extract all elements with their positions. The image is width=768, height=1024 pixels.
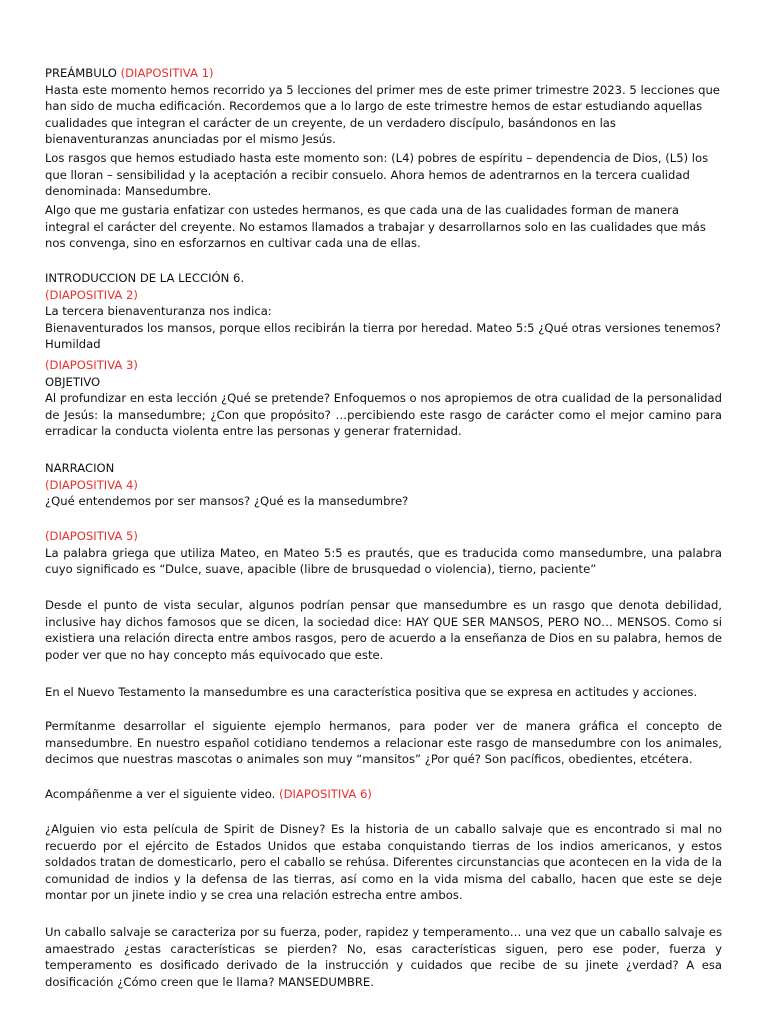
narracion-question: ¿Qué entendemos por ser mansos? ¿Qué es la mansedumbre?	[45, 494, 409, 509]
preambulo-heading: PREÁMBULO	[45, 66, 121, 80]
griega-section	[45, 528, 722, 578]
preambulo-paragraph: Hasta este momento hemos recorrido ya 5 lecciones del primer mes de este primer trimestre 2023. 5 lecciones que han sido de mucha edificación. Recordemos que a lo largo de este trimestre hemos de estar estudiando aquellas cualidades que integran el carácter de un creyente, de un verdadero discípulo, basándonos en las bienaventuranzas anunciadas por el mismo Jesús.	[45, 82, 720, 147]
slide-3-label: (DIAPOSITIVA 3)	[45, 358, 138, 372]
caballo-paragraph: Un caballo salvaje se caracteriza por su fuerza, poder, rapidez y temperamento… una vez que un caballo salvaje es amaestrado ¿estas características se pierden? No, esas características siguen, pero ese poder, fuerza y temperamento es dosificado derivado de la instrucción y cuidados que recibe de su jinete ¿verdad? A esa dosificación ¿Cómo creen que le llama? MANSEDUMBRE.	[45, 925, 722, 989]
nuevo-testamento-paragraph: En el Nuevo Testamento la mansedumbre es una característica positiva que se expresa en actitudes y acciones.	[45, 685, 698, 699]
introduccion-section	[45, 270, 722, 353]
griega-paragraph: La palabra griega que utiliza Mateo, en Mateo 5:5 es prautés, que es traducida como mansedumbre, una palabra cuyo significado es “Dulce, suave, apacible (libre de brusquedad o violencia), tierno, paciente”	[45, 545, 722, 577]
objetivo-paragraph: Al profundizar en esta lección ¿Qué se pretende? Enfoquemos o nos apropiemos de otra cualidad de la personalidad de Jesús: la mansedumbre; ¿Con que propósito? …percibiendo este rasgo de carácter como el mejor camino para erradicar la conducta violenta entre las personas y generar fraternidad.	[45, 391, 722, 439]
rasgos-paragraph: Los rasgos que hemos estudiado hasta este momento son: (L4) pobres de espíritu – dependencia de Dios, (L5) los que lloran – sensibilidad y la aceptación a recibir consuelo. Ahora hemos de adentrarnos en la tercera cualidad denominada: Mansedumbre.	[45, 151, 709, 199]
introduccion-heading: INTRODUCCION DE LA LECCIÓN 6.	[45, 271, 245, 285]
slide-1-label: (DIAPOSITIVA 1)	[120, 66, 214, 80]
preambulo-heading-line	[45, 65, 722, 82]
preambulo-section	[45, 65, 722, 148]
slide-6-label: (DIAPOSITIVA 6)	[279, 787, 372, 801]
enfatizar-paragraph: Algo que me gustaria enfatizar con ustedes hermanos, es que cada una de las cualidades forman de manera integral el carácter del creyente. No estamos llamados a trabajar y desarrollarnos solo en las cualidades que más nos convenga, sino en esforzarnos en cultivar cada una de ellas.	[45, 203, 706, 251]
introduccion-line-1: La tercera bienaventuranza nos indica:	[45, 304, 272, 319]
objetivo-section	[45, 357, 722, 440]
secular-paragraph: Desde el punto de vista secular, algunos podrían pensar que mansedumbre es un rasgo que denota debilidad, inclusive hay dichos famosos que se dicen, la sociedad dice: HAY QUE SER MANSOS, PERO NO… MENSOS. Como si existiera una relación directa entre ambos rasgos, pero de acuerdo a la enseñanza de Dios en su palabra, hemos de poder ver que no hay concepto más equivocado que este.	[45, 598, 722, 662]
video-line	[45, 786, 722, 803]
narracion-heading: NARRACION	[45, 461, 115, 475]
spirit-paragraph: ¿Alguien vio esta película de Spirit de Disney? Es la historia de un caballo salvaje que es encontrado si mal no recuerdo por el ejército de Estados Unidos que estaba conquistando tierras de los indios americanos, y estos soldados tratan de domesticarlo, pero el caballo se rehúsa. Diferentes circunstancias que acontecen en la vida de la comunidad de indios y la defensa de las tierras, así como en la vida misma del caballo, hacen que este se deje montar por un jinete indio y se crea una relación estrecha entre ambos.	[45, 822, 722, 903]
slide-4-label: (DIAPOSITIVA 4)	[45, 477, 138, 492]
objetivo-heading: OBJETIVO	[45, 374, 101, 389]
slide-2-label: (DIAPOSITIVA 2)	[45, 287, 138, 302]
introduccion-line-2: Bienaventurados los mansos, porque ellos recibirán la tierra por heredad. Mateo 5:5 ¿Qué otras versiones tenemos? Humildad	[45, 320, 721, 352]
video-text: Acompáñenme a ver el siguiente video.	[45, 787, 280, 801]
ejemplo-paragraph: Permítanme desarrollar el siguiente ejemplo hermanos, para poder ver de manera gráfica el concepto de mansedumbre. En nuestro español cotidiano tendemos a relacionar este rasgo de mansedumbre con los animales, decimos que nuestras mascotas o animales son muy “mansitos” ¿Por qué? Son pacíficos, obedientes, etcétera.	[45, 719, 722, 767]
narracion-section	[45, 460, 722, 510]
slide-5-label: (DIAPOSITIVA 5)	[45, 529, 138, 543]
